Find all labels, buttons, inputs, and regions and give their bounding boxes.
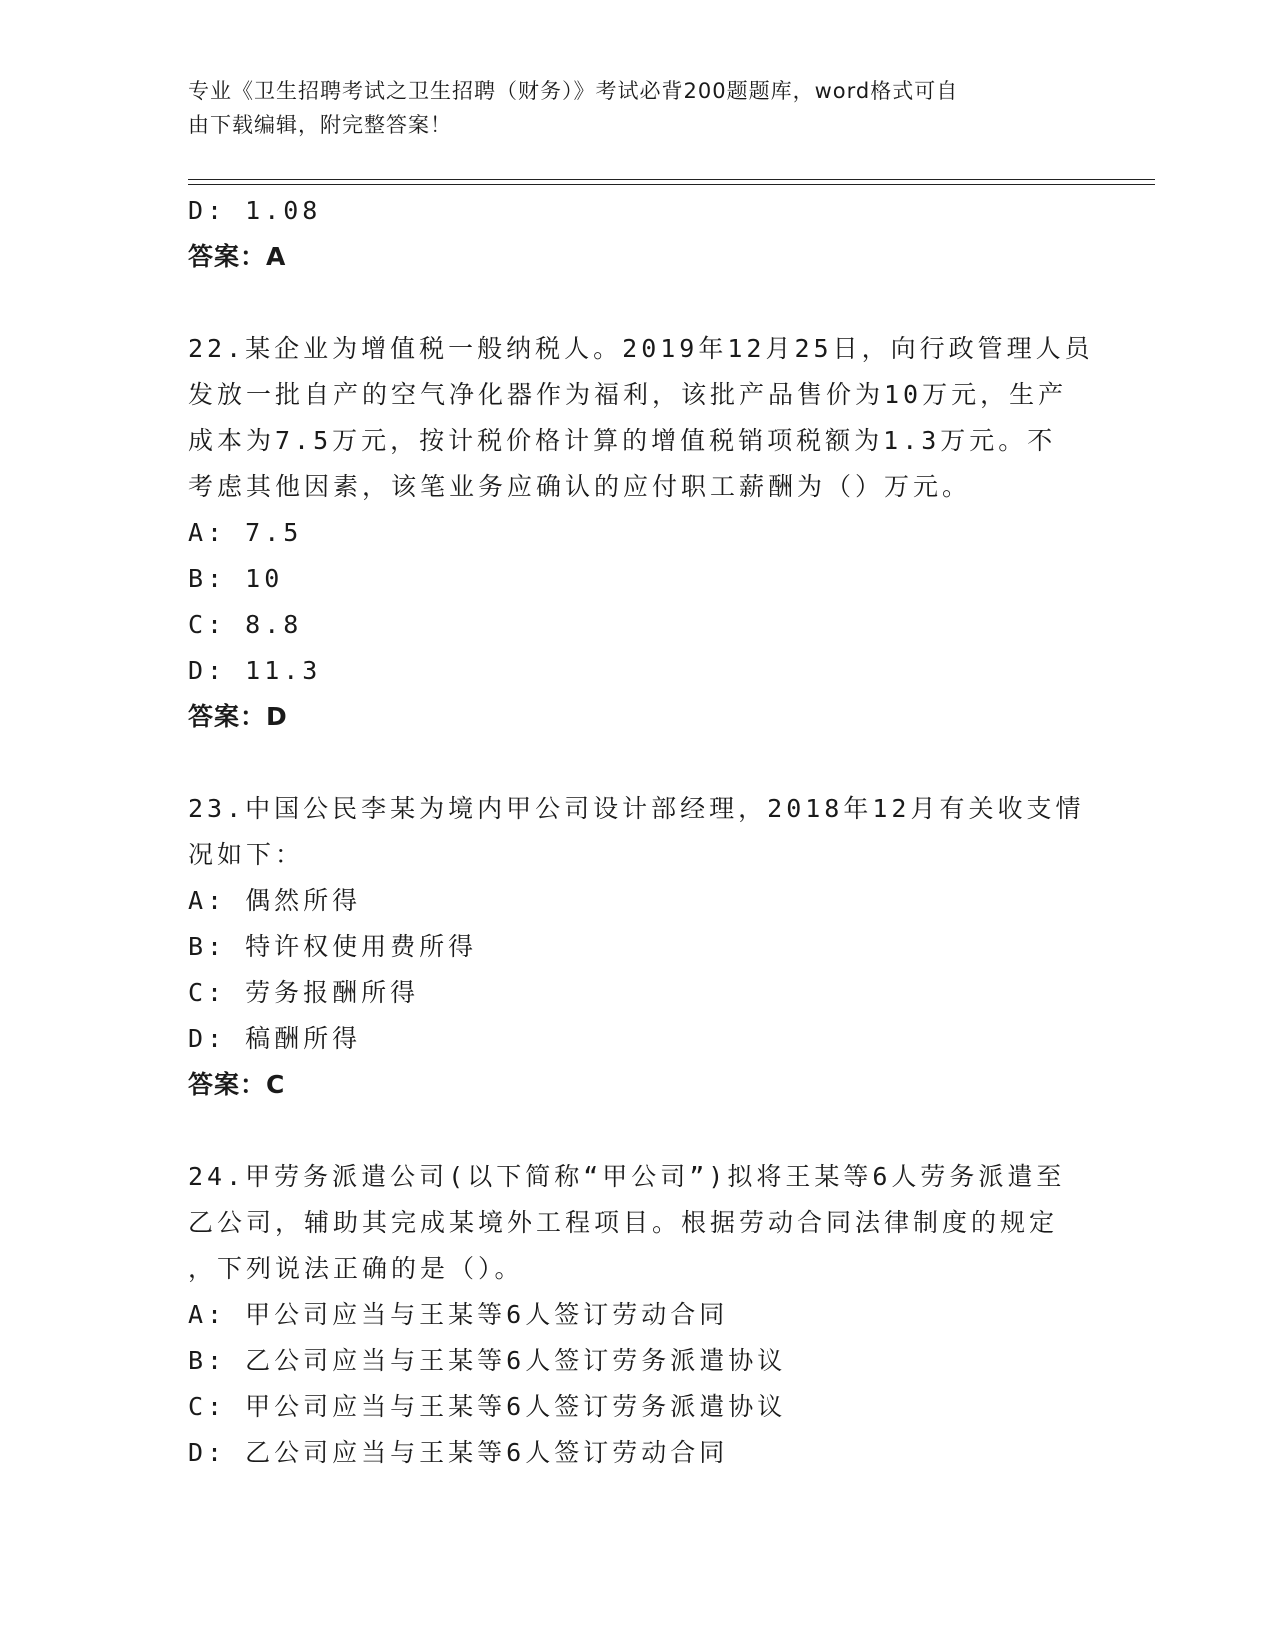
option-b: B: 特许权使用费所得 bbox=[188, 932, 478, 961]
question-stem-line: 22.某企业为增值税一般纳税人。2019年12月25日，向行政管理人员 bbox=[188, 334, 1094, 363]
header-divider-bottom bbox=[188, 184, 1155, 185]
option-d: D: 1.08 bbox=[188, 196, 322, 225]
question-stem-line: 况如下： bbox=[188, 840, 305, 869]
option-c: C: 甲公司应当与王某等6人签订劳务派遣协议 bbox=[188, 1392, 787, 1421]
option-b: B: 乙公司应当与王某等6人签订劳务派遣协议 bbox=[188, 1346, 787, 1375]
option-a: A: 甲公司应当与王某等6人签订劳动合同 bbox=[188, 1300, 729, 1329]
option-c: C: 8.8 bbox=[188, 610, 303, 639]
question-stem-line: 24.甲劳务派遣公司(以下简称“甲公司”)拟将王某等6人劳务派遣至 bbox=[188, 1162, 1066, 1191]
answer-line: 答案：C bbox=[188, 1070, 286, 1099]
question-stem-line: 乙公司，辅助其完成某境外工程项目。根据劳动合同法律制度的规定 bbox=[188, 1208, 1059, 1237]
question-22 bbox=[188, 326, 1094, 740]
option-b: B: 10 bbox=[188, 564, 284, 593]
option-c: C: 劳务报酬所得 bbox=[188, 978, 420, 1007]
answer-line: 答案：D bbox=[188, 702, 288, 731]
question-stem-line: 成本为7.5万元，按计税价格计算的增值税销项税额为1.3万元。不 bbox=[188, 426, 1057, 455]
question-stem-line: 考虑其他因素，该笔业务应确认的应付职工薪酬为（）万元。 bbox=[188, 472, 972, 501]
option-d: D: 乙公司应当与王某等6人签订劳动合同 bbox=[188, 1438, 729, 1467]
previous-question-tail bbox=[188, 188, 1088, 280]
header-line-1: 专业《卫生招聘考试之卫生招聘（财务）》考试必背200题题库，word格式可自 bbox=[188, 79, 959, 103]
question-stem-line: ，下列说法正确的是（）。 bbox=[188, 1254, 524, 1283]
option-d: D: 11.3 bbox=[188, 656, 322, 685]
document-body bbox=[188, 188, 1094, 1476]
option-a: A: 7.5 bbox=[188, 518, 303, 547]
option-d: D: 稿酬所得 bbox=[188, 1024, 362, 1053]
question-stem-line: 发放一批自产的空气净化器作为福利，该批产品售价为10万元，生产 bbox=[188, 380, 1068, 409]
document-header bbox=[188, 74, 1088, 142]
answer-line: 答案：A bbox=[188, 242, 287, 271]
question-24 bbox=[188, 1154, 1088, 1476]
question-23 bbox=[188, 786, 1088, 1108]
header-line-2: 由下载编辑，附完整答案！ bbox=[188, 113, 452, 137]
header-divider-top bbox=[188, 179, 1155, 180]
question-stem-line: 23.中国公民李某为境内甲公司设计部经理，2018年12月有关收支情 bbox=[188, 794, 1085, 823]
option-a: A: 偶然所得 bbox=[188, 886, 362, 915]
